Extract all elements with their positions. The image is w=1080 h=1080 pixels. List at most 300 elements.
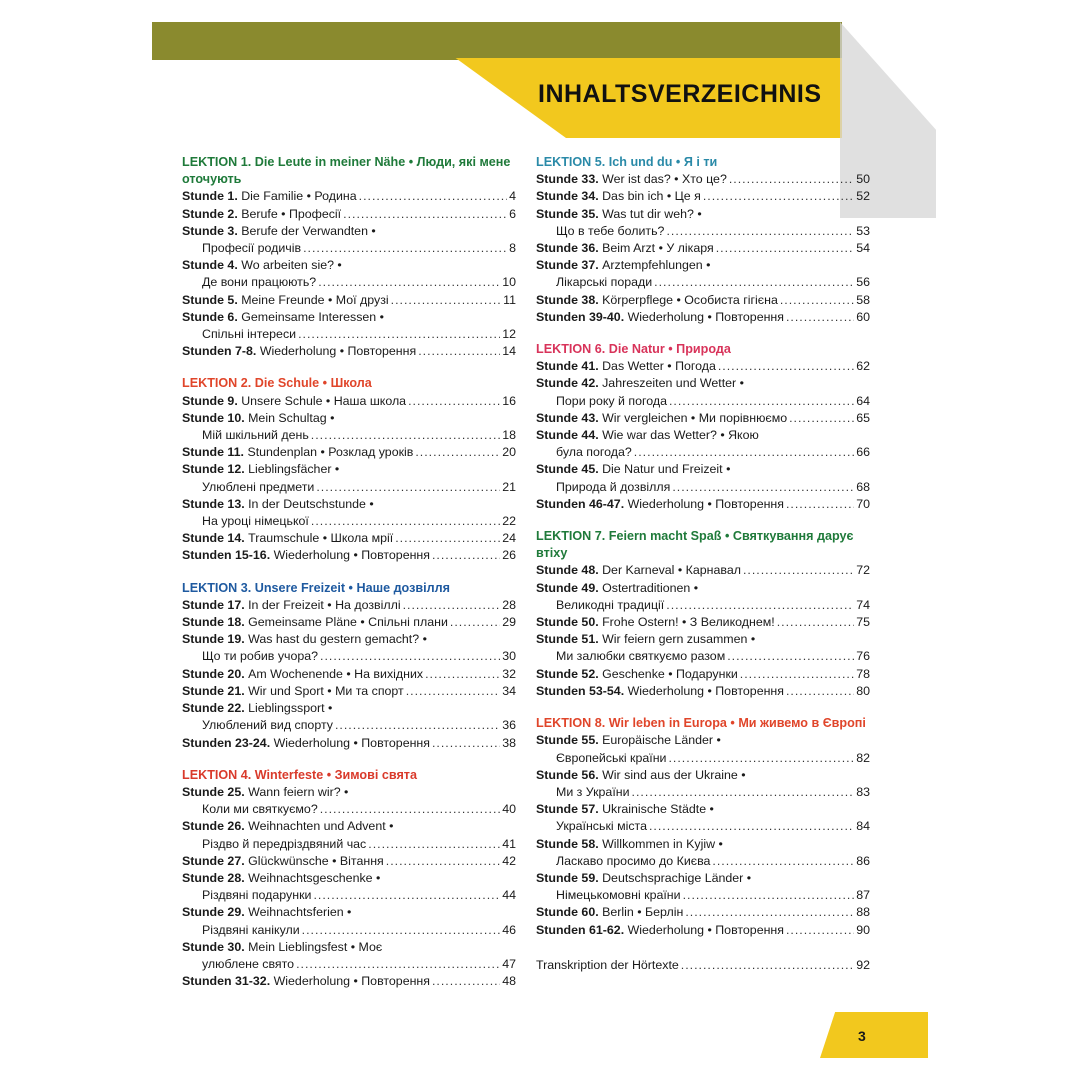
toc-section — [536, 154, 870, 326]
page-ref: 70 — [856, 496, 870, 511]
header-band — [152, 22, 842, 60]
toc-line — [536, 206, 870, 223]
toc-entry[interactable] — [536, 614, 870, 631]
page-ref: 24 — [502, 531, 516, 546]
dot-leader — [298, 326, 500, 343]
lektion-heading[interactable]: LEKTION 2. Die Schule • Школа — [182, 376, 372, 391]
dot-leader — [313, 887, 500, 904]
dot-leader — [408, 393, 500, 410]
toc-line — [182, 206, 516, 223]
toc-entry[interactable] — [536, 309, 870, 326]
page-ref: 87 — [856, 888, 870, 903]
dot-leader — [335, 717, 500, 734]
page-ref: 80 — [856, 683, 870, 698]
entry-title: Wiederholung • Повторення — [627, 683, 784, 698]
entry-title: Der Karneval • Карнавал — [602, 563, 741, 578]
entry-title: Beim Arzt • У лікаря — [602, 241, 714, 256]
entry-title: Wiederholung • Повторення — [627, 496, 784, 511]
toc-line — [182, 870, 516, 887]
toc-line — [182, 904, 516, 921]
toc-line — [182, 700, 516, 717]
entry-title: Körperpflege • Особиста гігієна — [602, 292, 778, 307]
toc-line — [536, 750, 870, 767]
toc-entry[interactable] — [536, 922, 870, 939]
toc-line — [536, 580, 870, 597]
stunde-number: Stunden 23-24. — [182, 735, 271, 750]
entry-title: Улюблений вид спорту — [202, 718, 333, 733]
dot-leader — [320, 801, 500, 818]
stunde-number: Stunde 25. — [182, 784, 245, 799]
stunde-number: Stunde 43. — [536, 410, 599, 425]
stunde-number: Stunden 7-8. — [182, 344, 257, 359]
toc-entry[interactable] — [536, 188, 870, 205]
toc-entry[interactable] — [536, 870, 870, 904]
toc-entry[interactable] — [536, 666, 870, 683]
entry-title: Ostertraditionen • — [602, 580, 699, 595]
page-ref: 20 — [502, 445, 516, 460]
stunde-number: Stunde 22. — [182, 701, 245, 716]
toc-entry[interactable] — [536, 580, 870, 614]
entry-title: Wer ist das? • Хто це? — [602, 172, 727, 187]
lektion-heading[interactable]: LEKTION 1. Die Leute in meiner Nähe • Люди, які мене оточують — [182, 155, 511, 187]
toc-entry[interactable] — [182, 393, 516, 410]
stunde-number: Stunden 61-62. — [536, 922, 625, 937]
lektion-heading[interactable]: LEKTION 6. Die Natur • Природа — [536, 342, 731, 357]
toc-entry[interactable] — [182, 735, 516, 752]
entry-title: Das bin ich • Це я — [602, 189, 701, 204]
entry-title: Am Wochenende • На вихідних — [248, 666, 424, 681]
toc-entry[interactable] — [536, 631, 870, 665]
entry-title: Ласкаво просимо до Києва — [556, 853, 711, 868]
toc-line — [182, 530, 516, 547]
lektion-heading[interactable]: LEKTION 7. Feiern macht Spaß • Святкування дарує втіху — [536, 529, 854, 561]
entry-title: Коли ми святкуємо? — [202, 802, 318, 817]
entry-title: In der Deutschstunde • — [248, 496, 374, 511]
toc-line — [536, 427, 870, 444]
page-ref: 29 — [502, 615, 516, 630]
toc-entry[interactable] — [182, 818, 516, 852]
toc-entry[interactable] — [182, 853, 516, 870]
entry-title: Was tut dir weh? • — [602, 206, 702, 221]
dot-leader — [716, 240, 855, 257]
stunde-number: Stunde 14. — [182, 531, 245, 546]
page-ref: 86 — [856, 853, 870, 868]
entry-title: Wiederholung • Повторення — [273, 548, 430, 563]
stunde-number: Stunde 1. — [182, 189, 238, 204]
toc-line — [182, 818, 516, 835]
entry-title: Stundenplan • Розклад уроків — [247, 445, 414, 460]
toc-entry[interactable] — [182, 223, 516, 257]
stunde-number: Stunde 38. — [536, 292, 599, 307]
stunde-number: Stunde 12. — [182, 462, 245, 477]
toc-line — [536, 410, 870, 427]
toc-entry[interactable] — [182, 666, 516, 683]
toc-entry[interactable] — [182, 939, 516, 973]
toc-entry[interactable] — [182, 444, 516, 461]
toc-line — [536, 818, 870, 835]
dot-leader — [786, 309, 854, 326]
stunde-number: Stunde 29. — [182, 905, 245, 920]
entry-title: Transkription der Hörtexte — [536, 957, 679, 972]
toc-line — [182, 939, 516, 956]
stunde-number: Stunde 19. — [182, 632, 245, 647]
toc-line — [536, 887, 870, 904]
stunde-number: Stunde 49. — [536, 580, 599, 595]
lektion-heading[interactable]: LEKTION 3. Unsere Freizeit • Наше дозвілля — [182, 580, 450, 595]
toc-entry[interactable] — [536, 292, 870, 309]
stunde-number: Stunde 30. — [182, 939, 245, 954]
toc-entry[interactable] — [536, 410, 870, 427]
toc-entry[interactable] — [536, 683, 870, 700]
dot-leader — [712, 853, 854, 870]
entry-title: Was hast du gestern gemacht? • — [248, 632, 427, 647]
toc-line — [182, 887, 516, 904]
dot-leader — [703, 188, 854, 205]
dot-leader — [669, 393, 854, 410]
toc-section — [182, 375, 516, 564]
stunde-number: Stunde 60. — [536, 905, 599, 920]
toc-line — [536, 683, 870, 700]
toc-line — [536, 375, 870, 392]
page-ref: 82 — [856, 750, 870, 765]
toc-line — [536, 904, 870, 921]
dot-leader — [672, 479, 854, 496]
toc-line — [182, 614, 516, 631]
entry-title: Europäische Länder • — [602, 733, 721, 748]
toc-line — [182, 274, 516, 291]
toc-entry[interactable] — [182, 614, 516, 631]
toc-entry[interactable] — [182, 496, 516, 530]
lektion-heading[interactable]: LEKTION 5. Ich und du • Я і ти — [536, 155, 718, 169]
toc-section — [536, 715, 870, 939]
toc-section — [536, 341, 870, 513]
entry-title: Лікарські поради — [556, 275, 653, 290]
page-ref: 46 — [502, 922, 516, 937]
page-ref: 12 — [502, 327, 516, 342]
toc-entry[interactable] — [536, 496, 870, 513]
dot-leader — [740, 666, 854, 683]
entry-title: Deutschsprachige Länder • — [602, 870, 752, 885]
toc-line — [536, 801, 870, 818]
stunde-number: Stunden 39-40. — [536, 309, 625, 324]
dot-leader — [316, 479, 500, 496]
toc-entry[interactable] — [182, 292, 516, 309]
dot-leader — [395, 530, 500, 547]
entry-title: Німецькомовні країни — [556, 888, 681, 903]
toc-line — [536, 648, 870, 665]
stunde-number: Stunde 36. — [536, 241, 599, 256]
entry-title: Die Natur und Freizeit • — [602, 462, 731, 477]
lektion-heading[interactable]: LEKTION 4. Winterfeste • Зимові свята — [182, 767, 417, 782]
entry-title: Unsere Schule • Наша школа — [241, 393, 407, 408]
dot-leader — [786, 496, 854, 513]
toc-entry[interactable] — [182, 309, 516, 343]
toc-line — [536, 479, 870, 496]
toc-entry[interactable] — [536, 427, 870, 461]
entry-title: Wir vergleichen • Ми порівнюємо — [602, 410, 788, 425]
page-ref: 83 — [856, 784, 870, 799]
toc-entry[interactable] — [536, 562, 870, 579]
stunde-number: Stunde 45. — [536, 462, 599, 477]
page-ref: 53 — [856, 223, 870, 238]
toc-entry[interactable] — [536, 240, 870, 257]
page-ref: 48 — [502, 974, 516, 989]
transcription-entry[interactable] — [536, 957, 870, 974]
toc-entry[interactable] — [182, 683, 516, 700]
lektion-heading[interactable]: LEKTION 8. Wir leben in Europa • Ми живемо в Європі — [536, 716, 866, 731]
toc-column-right — [536, 154, 870, 974]
entry-title: Мій шкільний день — [202, 428, 309, 443]
entry-title: Wie war das Wetter? • Якою — [602, 428, 759, 443]
toc-entry[interactable] — [182, 870, 516, 904]
toc-entry[interactable] — [182, 547, 516, 564]
dot-leader — [450, 614, 500, 631]
entry-title: Geschenke • Подарунки — [602, 666, 738, 681]
toc-entry[interactable] — [182, 410, 516, 444]
entry-title: Великодні традиції — [556, 597, 665, 612]
stunde-number: Stunde 10. — [182, 410, 245, 425]
toc-line — [182, 410, 516, 427]
toc-line — [182, 631, 516, 648]
toc-section — [182, 767, 516, 991]
toc-line — [536, 496, 870, 513]
toc-line — [182, 853, 516, 870]
toc-line — [182, 717, 516, 734]
toc-line — [182, 956, 516, 973]
dot-leader — [718, 358, 854, 375]
toc-line — [536, 922, 870, 939]
dot-leader — [777, 614, 855, 631]
toc-entry[interactable] — [182, 461, 516, 495]
page-ref: 36 — [502, 718, 516, 733]
toc-line — [536, 257, 870, 274]
entry-title: Weihnachten und Advent • — [248, 819, 394, 834]
toc-line — [182, 292, 516, 309]
stunde-number: Stunde 59. — [536, 870, 599, 885]
toc-line — [182, 427, 516, 444]
toc-line — [182, 223, 516, 240]
stunde-number: Stunde 4. — [182, 258, 238, 273]
stunde-number: Stunde 26. — [182, 819, 245, 834]
toc-entry[interactable] — [182, 206, 516, 223]
stunde-number: Stunde 34. — [536, 189, 599, 204]
page-ref: 74 — [856, 597, 870, 612]
entry-title: Природа й дозвілля — [556, 479, 671, 494]
entry-title: Willkommen in Kyjiw • — [602, 836, 723, 851]
entry-title: Gemeinsame Pläne • Спільні плани — [248, 615, 448, 630]
entry-title: Улюблені предмети — [202, 479, 315, 494]
entry-title: Ми залюбки святкуємо разом — [556, 649, 726, 664]
toc-entry[interactable] — [182, 973, 516, 990]
toc-entry[interactable] — [182, 530, 516, 547]
stunde-number: Stunde 51. — [536, 632, 599, 647]
entry-title: улюблене свято — [202, 956, 295, 971]
page-ref: 32 — [502, 666, 516, 681]
toc-line — [182, 666, 516, 683]
toc-entry[interactable] — [182, 784, 516, 818]
toc-entry[interactable] — [536, 358, 870, 375]
toc-line — [536, 444, 870, 461]
dot-leader — [343, 206, 507, 223]
toc-line — [182, 784, 516, 801]
toc-line — [536, 223, 870, 240]
dot-leader — [386, 853, 500, 870]
stunde-number: Stunde 21. — [182, 683, 245, 698]
toc-entry[interactable] — [182, 700, 516, 734]
stunde-number: Stunde 11. — [182, 445, 244, 460]
toc-entry[interactable] — [536, 171, 870, 188]
entry-title: Різдвяні подарунки — [202, 888, 312, 903]
dot-leader — [432, 735, 500, 752]
entry-title: Weihnachtsferien • — [248, 905, 352, 920]
entry-title: Українські міста — [556, 819, 647, 834]
toc-line — [182, 513, 516, 530]
entry-title: Traumschule • Школа мрії — [248, 531, 394, 546]
page-ref: 14 — [502, 344, 516, 359]
stunde-number: Stunde 28. — [182, 870, 245, 885]
entry-title: Wiederholung • Повторення — [627, 309, 784, 324]
page-ref: 38 — [502, 735, 516, 750]
dot-leader — [668, 750, 854, 767]
page-ref: 26 — [502, 548, 516, 563]
page-ref: 4 — [509, 189, 516, 204]
page-ref: 75 — [856, 615, 870, 630]
entry-title: Berufe • Професії — [241, 206, 342, 221]
entry-title: Lieblingssport • — [248, 701, 333, 716]
stunde-number: Stunde 58. — [536, 836, 599, 851]
toc-entry[interactable] — [536, 257, 870, 291]
toc-entry[interactable] — [536, 836, 870, 870]
stunde-number: Stunde 57. — [536, 802, 599, 817]
page-ref: 76 — [856, 649, 870, 664]
stunde-number: Stunden 15-16. — [182, 548, 271, 563]
entry-title: Das Wetter • Погода — [602, 359, 716, 374]
entry-title: Спільні інтереси — [202, 327, 297, 342]
toc-entry[interactable] — [182, 188, 516, 205]
entry-title: Ukrainische Städte • — [602, 802, 714, 817]
dot-leader — [311, 513, 500, 530]
toc-line — [536, 666, 870, 683]
dot-leader — [685, 904, 854, 921]
entry-title: In der Freizeit • На дозвіллі — [248, 597, 401, 612]
entry-title: Ми з України — [556, 784, 630, 799]
page-number: 3 — [858, 1028, 866, 1044]
page-ref: 41 — [502, 836, 516, 851]
entry-title: Європейські країни — [556, 750, 667, 765]
entry-title: Wir und Sport • Ми та спорт — [248, 683, 404, 698]
entry-title: Mein Lieblingsfest • Моє — [248, 939, 383, 954]
toc-entry[interactable] — [536, 767, 870, 801]
toc-entry[interactable] — [182, 343, 516, 360]
entry-title: Де вони працюють? — [202, 275, 317, 290]
dot-leader — [359, 188, 507, 205]
toc-line — [182, 343, 516, 360]
toc-line — [536, 461, 870, 478]
dot-leader — [368, 836, 500, 853]
toc-line — [182, 461, 516, 478]
toc-line — [536, 240, 870, 257]
stunde-number: Stunde 56. — [536, 767, 599, 782]
page-ref: 68 — [856, 479, 870, 494]
page-ref: 44 — [502, 888, 516, 903]
toc-line — [536, 870, 870, 887]
entry-title: Wo arbeiten sie? • — [241, 258, 342, 273]
toc-line — [182, 735, 516, 752]
toc-line — [182, 188, 516, 205]
dot-leader — [786, 683, 854, 700]
toc-entry[interactable] — [536, 732, 870, 766]
toc-entry[interactable] — [182, 597, 516, 614]
toc-line — [182, 257, 516, 274]
stunde-number: Stunde 3. — [182, 223, 238, 238]
toc-section — [182, 580, 516, 752]
toc-line — [182, 683, 516, 700]
toc-line — [536, 358, 870, 375]
dot-leader — [743, 562, 854, 579]
toc-line — [536, 767, 870, 784]
toc-entry[interactable] — [536, 461, 870, 495]
page-ref: 11 — [503, 292, 516, 307]
toc-line — [182, 801, 516, 818]
stunde-number: Stunden 31-32. — [182, 974, 271, 989]
page-ref: 52 — [856, 189, 870, 204]
entry-title: Glückwünsche • Вітання — [248, 853, 384, 868]
dot-leader — [666, 597, 854, 614]
toc-entry[interactable] — [182, 631, 516, 665]
entry-title: Weihnachtsgeschenke • — [248, 870, 381, 885]
toc-line — [182, 973, 516, 990]
page-ref: 84 — [856, 819, 870, 834]
toc-line — [536, 171, 870, 188]
toc-line — [536, 836, 870, 853]
entry-title: Що ти робив учора? — [202, 649, 319, 664]
toc-entry[interactable] — [536, 801, 870, 835]
dot-leader — [786, 922, 854, 939]
page-ref: 47 — [502, 956, 516, 971]
stunde-number: Stunde 6. — [182, 309, 238, 324]
page-ref: 60 — [856, 309, 870, 324]
page-ref: 56 — [856, 275, 870, 290]
entry-title: Lieblingsfächer • — [248, 462, 340, 477]
page-ref: 18 — [502, 428, 516, 443]
toc-entry[interactable] — [536, 904, 870, 921]
toc-entry[interactable] — [182, 904, 516, 938]
dot-leader — [318, 274, 500, 291]
toc-line — [536, 292, 870, 309]
toc-entry[interactable] — [536, 375, 870, 409]
page-ref: 72 — [856, 563, 870, 578]
entry-title: була погода? — [556, 445, 632, 460]
toc-entry[interactable] — [536, 206, 870, 240]
stunde-number: Stunde 33. — [536, 172, 599, 187]
dot-leader — [415, 444, 500, 461]
stunde-number: Stunden 53-54. — [536, 683, 625, 698]
toc-line — [536, 393, 870, 410]
toc-line — [536, 784, 870, 801]
entry-title: Різдвяні канікули — [202, 922, 300, 937]
toc-line — [536, 274, 870, 291]
toc-entry[interactable] — [182, 257, 516, 291]
toc-line — [182, 240, 516, 257]
entry-title: Die Familie • Родина — [241, 189, 357, 204]
dot-leader — [296, 956, 500, 973]
entry-title: Wir sind aus der Ukraine • — [602, 767, 746, 782]
toc-line — [182, 597, 516, 614]
toc-line — [182, 444, 516, 461]
toc-line — [536, 188, 870, 205]
stunde-number: Stunde 55. — [536, 733, 599, 748]
stunde-number: Stunde 52. — [536, 666, 599, 681]
